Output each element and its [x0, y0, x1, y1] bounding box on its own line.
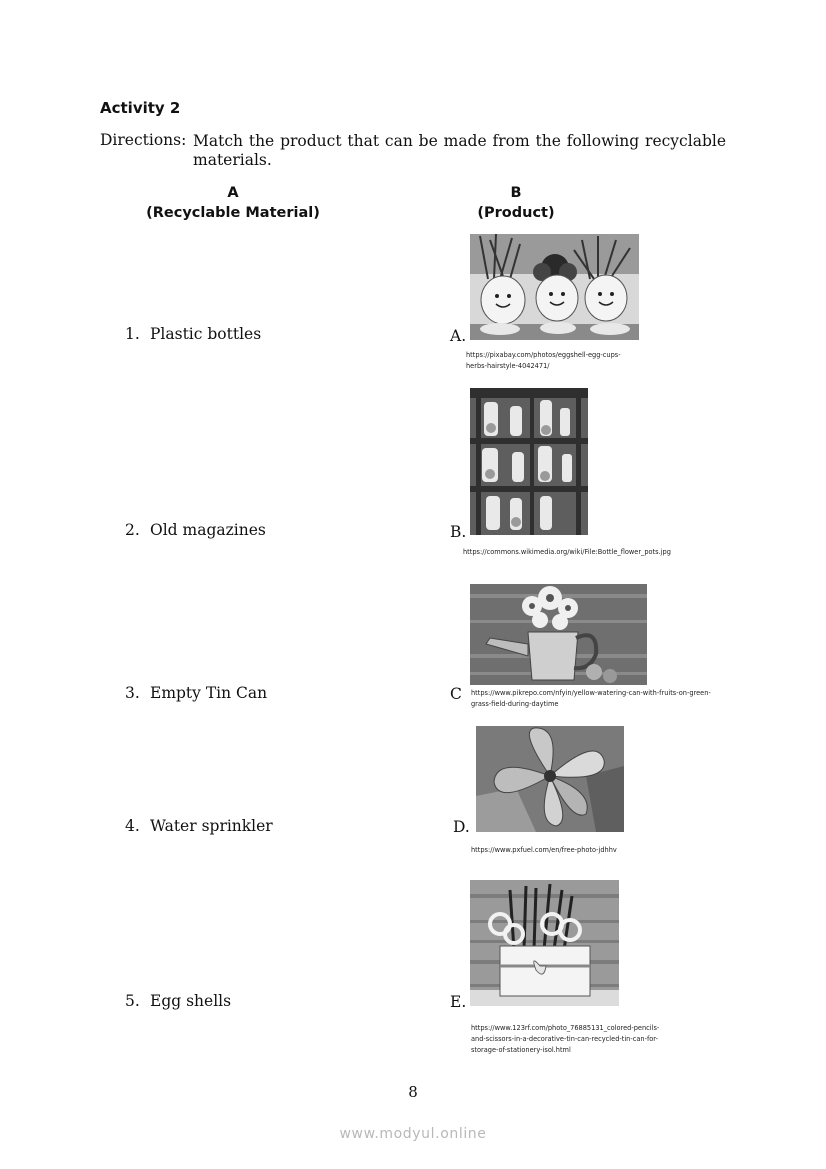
source-line: https://www.pikrepo.com/nfyin/yellow-watering-can-with-fruits-on-green- [471, 689, 711, 697]
column-b-heading: (Product) [477, 205, 555, 221]
material-label: Old magazines [150, 521, 266, 539]
product-image-watering-can [470, 584, 647, 685]
material-number: 5. [125, 992, 140, 1010]
product-source-c [471, 688, 711, 710]
column-b-header [466, 183, 566, 223]
product-source-b [463, 547, 671, 558]
material-item-4 [125, 817, 273, 835]
source-line: https://pixabay.com/photos/eggshell-egg-cups- [466, 351, 621, 359]
column-a-letter: A [227, 185, 239, 201]
material-item-2 [125, 521, 266, 539]
material-label: Empty Tin Can [150, 684, 268, 702]
column-b-letter: B [510, 185, 522, 201]
directions-line-1: Match the product that can be made from the following recyclable [193, 132, 726, 150]
material-item-5 [125, 992, 231, 1010]
activity-title: Activity 2 [100, 99, 181, 117]
material-label: Plastic bottles [150, 325, 262, 343]
watermark: www.modyul.online [339, 1126, 487, 1142]
product-image-eggshell-cups [470, 234, 639, 340]
source-line: and-scissors-in-a-decorative-tin-can-recycled-tin-can-for- [471, 1035, 658, 1043]
product-letter-a: A. [450, 327, 467, 345]
source-line: https://www.123rf.com/photo_76885131_colored-pencils- [471, 1024, 660, 1032]
directions-line-2: materials. [193, 151, 272, 169]
page-number: 8 [408, 1083, 418, 1101]
product-image-bottle-pots [470, 388, 588, 535]
product-letter-d: D. [453, 818, 470, 836]
source-line: herbs-hairstyle-4042471/ [466, 362, 550, 370]
product-source-e [471, 1023, 659, 1056]
material-number: 4. [125, 817, 140, 835]
product-letter-e: E. [450, 993, 467, 1011]
source-line: https://commons.wikimedia.org/wiki/File:Bottle_flower_pots.jpg [463, 548, 671, 556]
material-number: 3. [125, 684, 140, 702]
material-label: Water sprinkler [150, 817, 273, 835]
directions-label: Directions: [100, 131, 187, 149]
material-number: 1. [125, 325, 140, 343]
material-item-3 [125, 684, 267, 702]
product-source-a [466, 350, 621, 372]
product-source-d [471, 845, 617, 856]
source-line: grass-field-during-daytime [471, 700, 559, 708]
material-item-1 [125, 325, 261, 343]
source-line: https://www.pxfuel.com/en/free-photo-jdhhv [471, 846, 617, 854]
material-number: 2. [125, 521, 140, 539]
column-a-header [140, 183, 326, 223]
source-line: storage-of-stationery-isol.html [471, 1046, 571, 1054]
product-image-paper-flower [476, 726, 624, 832]
product-letter-c: C [450, 685, 462, 703]
column-a-heading: (Recyclable Material) [146, 205, 320, 221]
product-image-tin-can-pencils [470, 880, 619, 1006]
material-label: Egg shells [150, 992, 232, 1010]
product-letter-b: B. [450, 523, 467, 541]
